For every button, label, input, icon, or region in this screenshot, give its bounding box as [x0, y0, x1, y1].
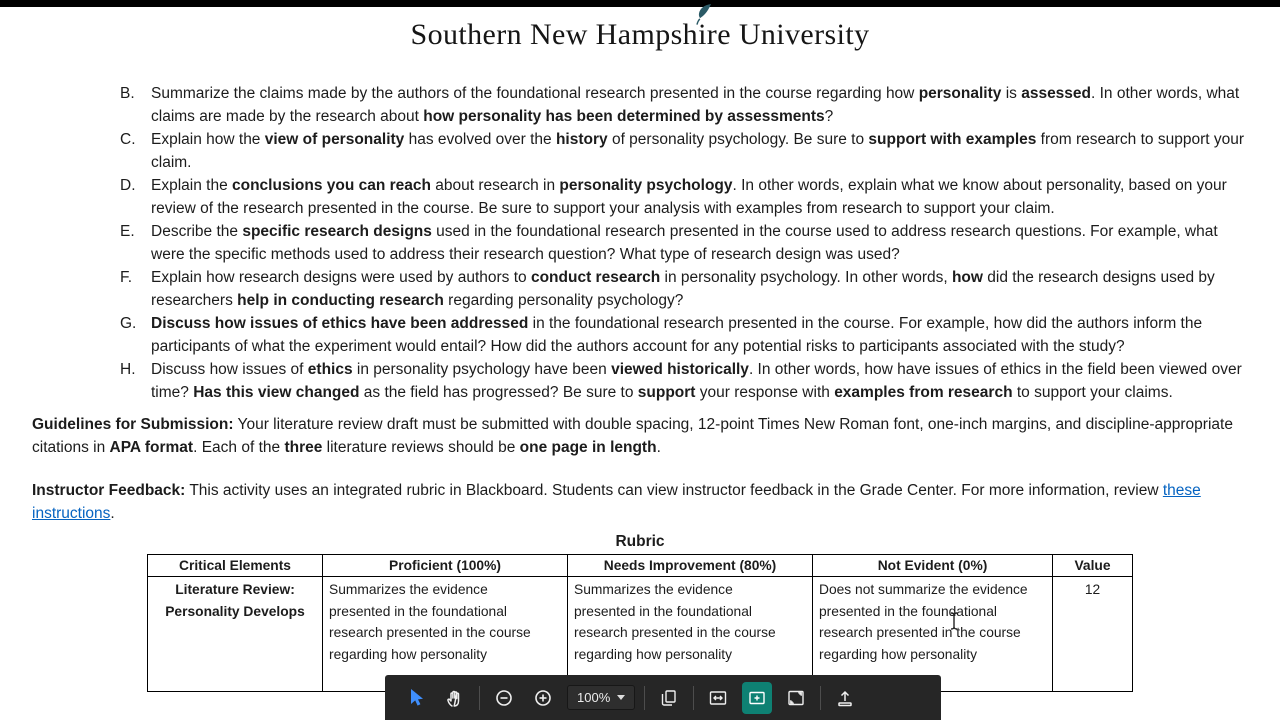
fit-page-button[interactable]: [781, 682, 811, 714]
zoom-out-button[interactable]: [489, 682, 519, 714]
text-segment: as the field has progressed? Be sure to: [359, 384, 638, 401]
text-segment: support with examples: [868, 131, 1037, 148]
rubric-table: [147, 554, 1133, 692]
rubric-cell-line: research presented in the course: [329, 625, 531, 640]
instructor-feedback-paragraph: [32, 479, 1252, 525]
zoom-in-icon: [532, 687, 554, 709]
text-segment: . In other words, explain what we know about personality, based on your review of the research presented in the course. Be sure to support your analysis with examples from research to support your claim.: [151, 177, 1227, 217]
toolbar-divider: [479, 686, 480, 710]
list-item-text: [151, 358, 1252, 404]
copy-button[interactable]: [654, 682, 684, 714]
list-item: [120, 220, 1252, 266]
hand-icon: [444, 687, 466, 709]
text-segment: . Each of the: [193, 439, 285, 456]
text-segment: ?: [824, 108, 834, 125]
fit-width-icon: [708, 688, 728, 708]
text-segment: literature reviews should be: [322, 439, 520, 456]
list-item-letter: B.: [120, 85, 135, 102]
list-item-letter: F.: [120, 269, 133, 286]
text-segment: in personality psychology have been: [352, 361, 612, 378]
text-segment: Has this view changed: [193, 384, 360, 401]
toolbar-divider: [644, 686, 645, 710]
fit-page-icon: [786, 688, 806, 708]
leaf-icon: [690, 2, 716, 36]
text-segment: Instructor Feedback:: [32, 482, 186, 499]
text-segment: Describe the: [151, 223, 243, 240]
text-segment: history: [555, 131, 608, 148]
list-item-text: [151, 312, 1252, 358]
text-segment: examples from research: [834, 384, 1013, 401]
text-segment: conclusions you can reach: [232, 177, 431, 194]
text-segment: .: [656, 439, 661, 456]
rubric-cell-line: Literature Review:: [175, 582, 295, 597]
rubric-cell-value: [1053, 577, 1133, 692]
top-bar: [0, 0, 1280, 7]
document-page: [0, 82, 1280, 692]
chevron-down-icon: [617, 695, 625, 700]
text-cursor-icon: [948, 611, 960, 636]
text-segment: Explain how research designs were used by authors to: [151, 269, 531, 286]
rubric-cell-line: 12: [1084, 582, 1101, 597]
text-segment: ethics: [307, 361, 353, 378]
text-segment: about research in: [430, 177, 560, 194]
text-segment: your response with: [695, 384, 835, 401]
select-tool-button[interactable]: [401, 682, 431, 714]
rubric-cell-line: regarding how personality: [329, 646, 487, 662]
list-item-text: [151, 82, 1252, 128]
text-segment: viewed historically: [611, 361, 749, 378]
text-segment: to support your claims.: [1012, 384, 1173, 401]
rubric-cell-line: regarding how personality: [819, 646, 977, 662]
rubric-header-cell: Needs Improvement (80%): [568, 555, 813, 577]
list-item-letter: G.: [120, 315, 137, 332]
list-item: [120, 312, 1252, 358]
rubric-header-cell: Proficient (100%): [323, 555, 568, 577]
rubric-cell-line: presented in the foundational: [574, 603, 752, 619]
zoom-level-button[interactable]: [567, 685, 635, 710]
text-segment: three: [284, 439, 323, 456]
text-segment: Summarize the claims made by the authors of the foundational research presented in the course regarding how: [151, 85, 919, 102]
select-arrow-icon: [405, 687, 427, 709]
list-item-letter: E.: [120, 223, 135, 240]
rubric-header-row: [148, 555, 1133, 577]
requirements-list: [120, 82, 1252, 404]
list-item: [120, 266, 1252, 312]
upload-icon: [835, 688, 855, 708]
text-segment: used in the foundational research presented in the course used to address research questions. For example, what were the specific methods used to address their research question? What type of research design was used?: [151, 223, 1218, 263]
zoom-level-value: 100%: [577, 690, 611, 705]
fit-width-button[interactable]: [703, 682, 733, 714]
rubric-cell-line: Summarizes the evidence: [329, 582, 488, 597]
rubric-cell-line: presented in the foundational: [819, 603, 997, 619]
text-segment: assessed: [1021, 85, 1092, 102]
rubric-cell-line: research presented in the course: [574, 625, 776, 640]
text-segment: Guidelines for Submission:: [32, 416, 234, 433]
copy-icon: [659, 688, 679, 708]
zoom-out-icon: [493, 687, 515, 709]
text-segment: specific research designs: [242, 223, 432, 240]
text-segment: Discuss how issues of: [151, 361, 308, 378]
list-item-text: [151, 266, 1252, 312]
text-segment: .: [110, 505, 115, 522]
list-item: [120, 128, 1252, 174]
hand-tool-button[interactable]: [440, 682, 470, 714]
text-segment: conduct research: [530, 269, 661, 286]
text-segment: . In other words, what claims are made by the research about: [151, 85, 1240, 125]
rubric-header-cell: Value: [1053, 555, 1133, 577]
rubric-header-cell: Critical Elements: [148, 555, 323, 577]
rubric-cell-line: presented in the foundational: [329, 603, 507, 619]
list-item-text: [151, 174, 1252, 220]
text-segment: did the research designs used by researchers: [151, 269, 1215, 309]
toolbar-divider: [820, 686, 821, 710]
text-segment: regarding personality psychology?: [443, 292, 684, 309]
rubric-cell-line: Summarizes the evidence: [574, 582, 733, 597]
text-segment: personality: [918, 85, 1002, 102]
list-item-letter: D.: [120, 177, 136, 194]
rubric-cell-line: regarding how personality: [574, 646, 732, 662]
zoom-in-button[interactable]: [528, 682, 558, 714]
text-segment: . In other words, how have issues of ethics in the field been viewed over time?: [151, 361, 1242, 401]
text-segment: APA format: [109, 439, 194, 456]
list-item-letter: H.: [120, 361, 136, 378]
text-segment: help in conducting research: [237, 292, 444, 309]
list-item-letter: C.: [120, 131, 136, 148]
list-item: [120, 82, 1252, 128]
pdf-toolbar: [385, 675, 941, 720]
fit-visible-icon: [747, 688, 767, 708]
text-segment: of personality psychology. Be sure to: [607, 131, 869, 148]
text-segment: in personality psychology. In other words,: [660, 269, 952, 286]
rubric-cell-line: Does not summarize the evidence: [819, 582, 1028, 597]
university-logo: [0, 18, 1280, 52]
text-segment: is: [1001, 85, 1022, 102]
upload-button[interactable]: [830, 682, 860, 714]
text-segment: Explain the: [151, 177, 232, 194]
text-segment: support: [637, 384, 696, 401]
text-segment: view of personality: [264, 131, 405, 148]
text-segment: how: [951, 269, 983, 286]
university-logo-text: Southern New Hampshire University: [410, 18, 870, 51]
text-segment: has evolved over the: [404, 131, 556, 148]
fit-visible-button[interactable]: [742, 682, 772, 714]
text-segment: one page in length: [519, 439, 657, 456]
text-segment: This activity uses an integrated rubric in Blackboard. Students can view instructor feedback in the Grade Center. For more information, review: [185, 482, 1163, 499]
list-item-text: [151, 220, 1252, 266]
rubric-cell-line: Personality Develops: [165, 603, 305, 619]
rubric-cell-element: [148, 577, 323, 692]
instructions-link[interactable]: these instructions: [32, 482, 1201, 522]
list-item: [120, 174, 1252, 220]
guidelines-paragraph: [32, 413, 1252, 459]
text-segment: how personality has been determined by assessments: [423, 108, 825, 125]
list-item-text: [151, 128, 1252, 174]
rubric-cell-line: research presented in the course: [819, 625, 1021, 640]
rubric-header-cell: Not Evident (0%): [813, 555, 1053, 577]
list-item: [120, 358, 1252, 404]
text-segment: in the foundational research presented in the course. For example, how did the authors inform the participants of what the experiment would entail? How did the authors account for any potential risks to participants associated with the study?: [151, 315, 1203, 355]
toolbar-divider: [693, 686, 694, 710]
text-segment: Your literature review draft must be submitted with double spacing, 12-point Times New Roman font, one-inch margins, and discipline-appropriate citations in: [32, 416, 1233, 456]
text-segment: from research to support your claim.: [151, 131, 1244, 171]
rubric-title: Rubric: [615, 533, 665, 550]
text-segment: Explain how the: [151, 131, 265, 148]
text-segment: Discuss how issues of ethics have been addressed: [151, 315, 529, 332]
text-segment: personality psychology: [559, 177, 733, 194]
